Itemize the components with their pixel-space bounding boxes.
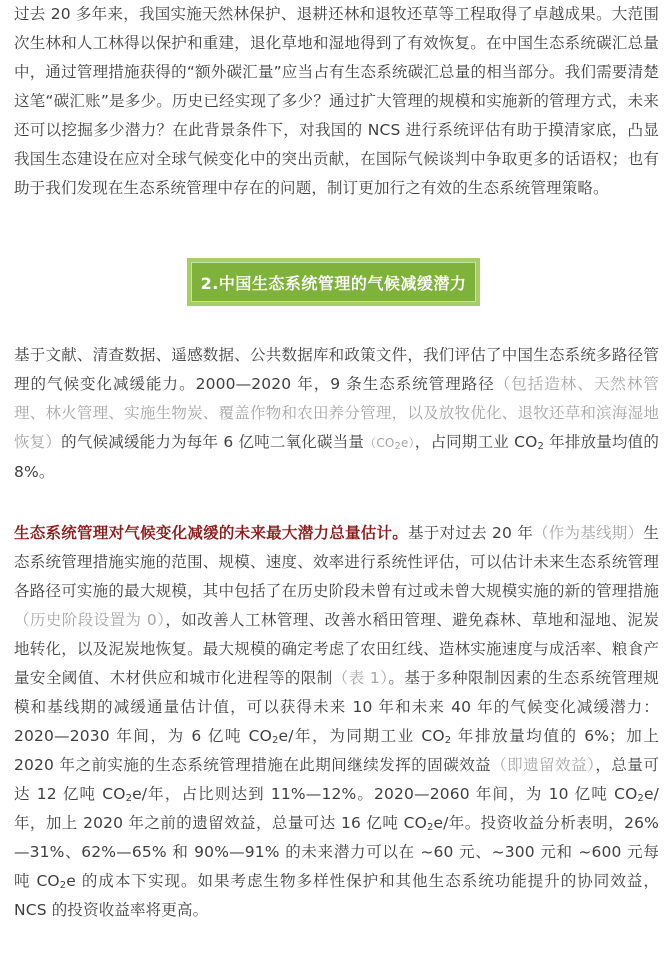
assessment-text-3: ，占同期工业 CO [414,433,538,451]
section-heading-box [187,258,480,306]
intro-text: 过去 20 多年来，我国实施天然林保护、退耕还林和退牧还草等工程取得了卓越成果。大范围次生林和人工林得以保护和重建，退化草地和湿地得到了有效恢复。在中国生态系统碳汇总量中，通过管理措施获得的“额外碳汇量”应当占有生态系统碳汇总量的相当部分。我们需要清楚这笔“碳汇账”是多少。历史已经实现了多少？通过扩大管理的规模和实施新的管理方式，未来还可以挖掘多少潜力？在此背景条件下，对我国的 NCS 进行系统评估有助于摸清家底，凸显我国生态建设在应对全球气候变化中的突出贡献，在国际气候谈判中争取更多的话语权；也有助于我们发现在生态系统管理中存在的问题，制订更加行之有效的生态系统管理策略。 [14,5,659,197]
assessment-paragraph: 基于文献、清查数据、遥感数据、公共数据库和政策文件，我们评估了中国生态系统多路径管理的气候变化减缓能力。2000—2020 年，9 条生态系统管理路径（包括造林、天然林管理、林火管理、实施生物炭、覆盖作物和农田养分管理，以及放牧优化、退牧还草和滨海湿地恢复）的气候减缓能力为每年 6 亿吨二氧化碳当量$(CO_2e)$，占同期工业 $CO_2$ 年排放量均值的 8%。 [14,346,660,481]
history-note: （历史阶段设置为 0） [14,611,166,629]
assessment-text-2: 的气候减缓能力为每年 6 亿吨二氧化碳当量 [61,433,365,451]
baseline-note: （作为基线期） [533,524,644,542]
pathways-note: （包括造林、天然林管理、林火管理、实施生物炭、覆盖作物和农田养分管理，以及放牧优化、退牧还草和滨海湿地恢复） [14,375,659,451]
potential-paragraph: 生态系统管理对气候变化减缓的未来最大潜力总量估计。基于对过去 20 年（作为基线期）生态系统管理措施实施的范围、规模、速度、效率进行系统性评估，可以估计未来生态系统管理各路径可实施的最大规模，其中包括了在历史阶段未曾有过或未曾大规模实施的新的管理措施（历史阶段设置为 0），如改善人工林管理、改善水稻田管理、避免森林、草地和湿地、泥炭地转化，以及泥炭地恢复。最大规模的确定考虑了农田红线、造林实施速度与成活率、粮食产量安全阈值、木材供应和城市化进程等的限制（表 1）。基于多种限制因素的生态系统管理规模和基线期的减缓通量估计值，可以获得未来 10 年和未来 40 年的气候变化减缓潜力：2020—2030 年间，为 6 亿吨 $CO_2e/$年，为同期工业 $CO_2$ 年排放量均值的 6%；加上 2020 年之前实施的生态系统管理措施在此期间继续发挥的固碳效益（即遗留效益），总量可达 12 亿吨 $CO_2e/$年，占比则达到 11%—12%。2020—2060 年间，为 10 亿吨 $CO_2e/$年，加上 2020 年之前的遗留效益，总量可达 16 亿吨 $CO_2e/$年。投资收益分析表明，26%—31%、62%—65% 和 90%—91% 的未来潜力可以在 ~60 元、~300 元和 ~600 元每吨 $CO_2e$ 的成本下实现。如果考虑生物多样性保护和其他生态系统功能提升的协同效益，NCS 的投资收益率将更高。 [14,524,659,919]
table-ref: （表 1） [332,669,389,687]
assessment-text-4: 年排放量均值的 8%。 [14,433,660,481]
potential-lead: 生态系统管理对气候变化减缓的未来最大潜力总量估计。 [14,524,409,542]
assessment-text-1: 基于文献、清查数据、遥感数据、公共数据库和政策文件，我们评估了中国生态系统多路径管理的气候变化减缓能力。2000—2020 年，9 条生态系统管理路径 [14,346,659,393]
section-heading: 2.中国生态系统管理的气候减缓潜力 [191,262,476,302]
unit-note: $(CO_2e)$ [364,436,415,452]
intro-paragraph [14,0,659,203]
legacy-note: （即遗留效益） [491,756,596,774]
